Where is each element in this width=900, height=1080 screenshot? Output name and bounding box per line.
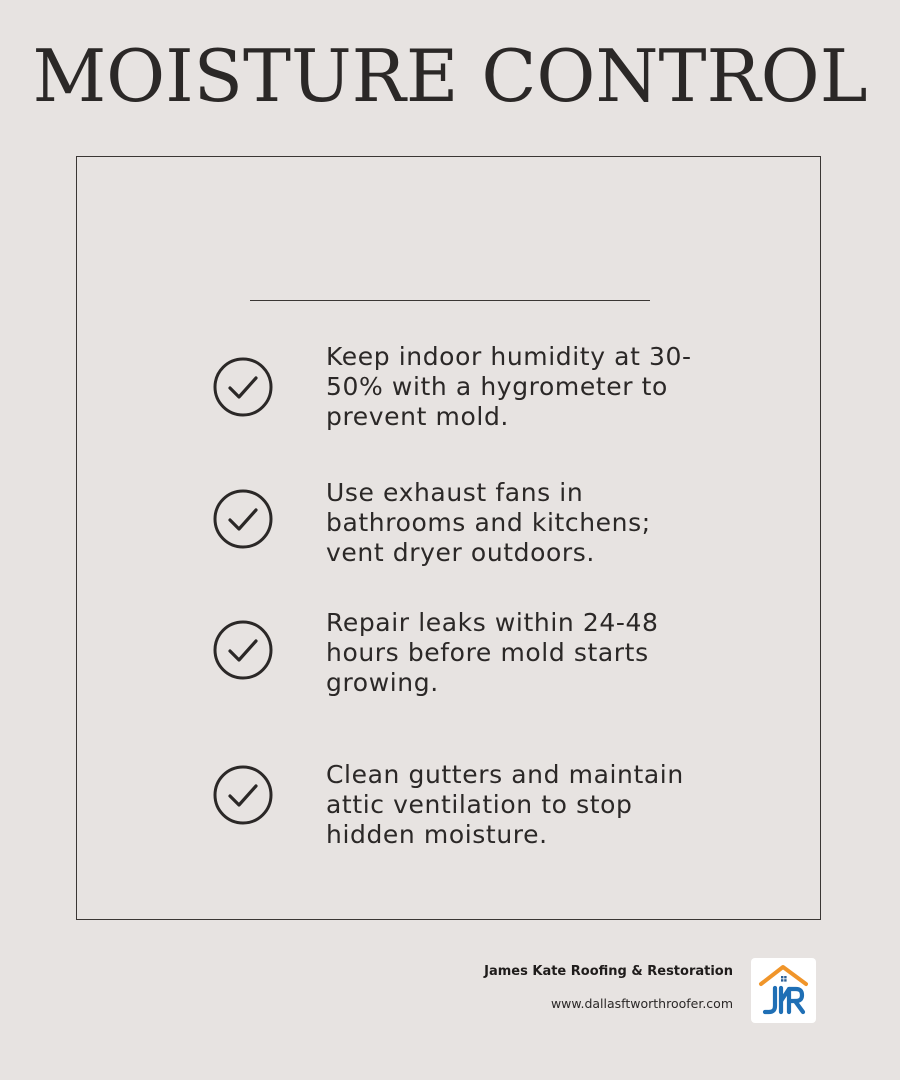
checklist-item-text: Clean gutters and maintain attic ventilation to stop hidden moisture.: [326, 760, 684, 849]
check-circle-icon: [211, 618, 275, 682]
checklist-item-text: Keep indoor humidity at 30- 50% with a hygrometer to prevent mold.: [326, 342, 692, 431]
checklist-item-text: Repair leaks within 24-48 hours before mold starts growing.: [326, 608, 659, 697]
jkr-house-logo-icon: [751, 958, 816, 1023]
company-logo: [751, 958, 816, 1023]
checklist-item-text: Use exhaust fans in bathrooms and kitchens; vent dryer outdoors.: [326, 478, 651, 567]
check-circle-icon: [211, 487, 275, 551]
company-name: James Kate Roofing & Restoration: [484, 964, 733, 979]
page-title: MOISTURE CONTROL: [32, 34, 868, 118]
divider-line: [250, 300, 650, 301]
check-circle-icon: [211, 763, 275, 827]
website-url[interactable]: www.dallasftworthroofer.com: [550, 996, 733, 1011]
check-circle-icon: [211, 355, 275, 419]
